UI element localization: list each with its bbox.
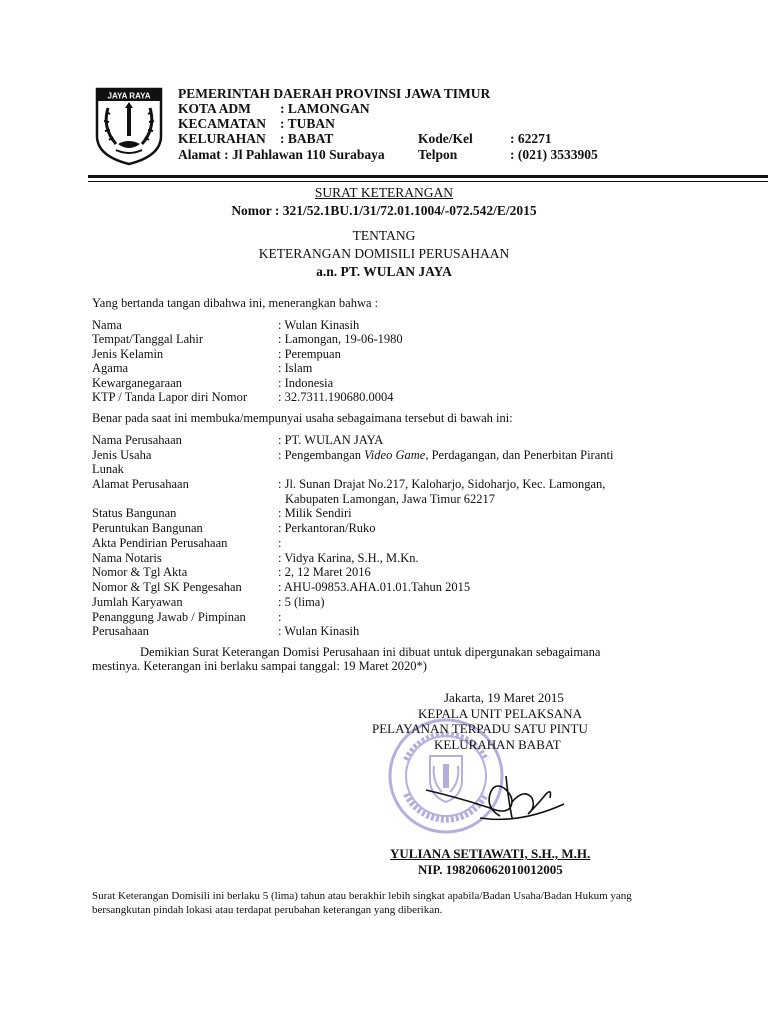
notary-label: Nama Notaris — [92, 551, 162, 565]
person-nationality-label: Kewarganegaraan — [92, 376, 182, 390]
address: Alamat : Jl Pahlawan 110 Surabaya — [178, 147, 385, 162]
svg-text:JAYA RAYA: JAYA RAYA — [107, 91, 151, 101]
subject-heading: KETERANGAN DOMISILI PERUSAHAAN — [258, 246, 510, 261]
business-type-italic: Video Game — [364, 448, 426, 462]
business-type-label: Jenis Usaha — [92, 448, 152, 462]
company-address-label: Alamat Perusahaan — [92, 477, 189, 491]
document-title: SURAT KETERANGAN — [314, 185, 454, 200]
person-religion-label: Agama — [92, 361, 129, 375]
person-nationality-value: : Indonesia — [278, 376, 334, 390]
company-name-value: : PT. WULAN JAYA — [278, 433, 384, 447]
kecamatan-value: : TUBAN — [280, 116, 335, 131]
deed-value: : — [278, 536, 282, 550]
kota-value: : LAMONGAN — [280, 101, 370, 116]
kota-label: KOTA ADM — [178, 101, 251, 116]
footnote-line-2: bersangkutan pindah lokasi atau terdapat perubahan keterangan yang diberikan. — [92, 904, 443, 916]
employees-value: : 5 (lima) — [278, 595, 325, 609]
telpon-value: : (021) 3533905 — [510, 147, 598, 162]
company-heading: a.n. PT. WULAN JAYA — [316, 264, 452, 279]
business-type-post: , Perdagangan, dan Penerbitan Piranti — [425, 448, 614, 462]
intro-text: Yang bertanda tangan dibahwa ini, menerangkan bahwa : — [92, 296, 379, 310]
signatory-name: YULIANA SETIAWATI, S.H., M.H. — [390, 846, 591, 861]
person-ktp-label: KTP / Tanda Lapor diri Nomor — [92, 390, 247, 404]
person-name-label: Nama — [92, 318, 122, 332]
person-birth-label: Tempat/Tanggal Lahir — [92, 332, 204, 346]
deed-number-value: : 2, 12 Maret 2016 — [278, 565, 371, 579]
telpon-label: Telpon — [418, 147, 458, 162]
person-gender-label: Jenis Kelamin — [92, 347, 164, 361]
header-divider-thick — [88, 175, 768, 178]
pj-value-2: : Wulan Kinasih — [278, 624, 360, 638]
signatory-role-3: KELURAHAN BABAT — [434, 737, 561, 752]
business-intro-text: Benar pada saat ini membuka/mempunyai usaha sebagaimana tersebut di bawah ini: — [92, 411, 513, 425]
kecamatan-label: KECAMATAN — [178, 116, 266, 131]
person-religion-value: : Islam — [278, 361, 313, 375]
sk-value: : AHU-09853.AHA.01.01.Tahun 2015 — [278, 580, 471, 594]
person-ktp-value: : 32.7311.190680.0004 — [278, 390, 394, 404]
pj-label-2: Perusahaan — [92, 624, 149, 638]
signature-place-date: Jakarta, 19 Maret 2015 — [444, 690, 564, 705]
document-number: Nomor : 321/52.1BU.1/31/72.01.1004/-072.542/E/2015 — [231, 203, 537, 218]
sk-label: Nomor & Tgl SK Pengesahan — [92, 580, 242, 594]
coat-of-arms-logo — [94, 86, 164, 166]
business-type-wrap: Lunak — [92, 462, 124, 476]
business-type-value — [278, 448, 613, 463]
person-birth-value: : Lamongan, 19-06-1980 — [278, 332, 403, 346]
building-status-value: : Milik Sendiri — [278, 506, 352, 520]
deed-label: Akta Pendirian Perusahaan — [92, 536, 228, 550]
pj-value-1: : — [278, 610, 282, 624]
person-name-value: : Wulan Kinasih — [278, 318, 360, 332]
kelurahan-label: KELURAHAN — [178, 131, 266, 146]
pj-label-1: Penanggung Jawab / Pimpinan — [92, 610, 246, 624]
handwritten-signature — [420, 768, 570, 828]
closing-line-2: mestinya. Keterangan ini berlaku sampai tanggal: 19 Maret 2020*) — [92, 659, 427, 673]
government-heading: PEMERINTAH DAERAH PROVINSI JAWA TIMUR — [178, 86, 491, 101]
signatory-role-2: PELAYANAN TERPADU SATU PINTU — [372, 721, 588, 736]
building-use-value: : Perkantoran/Ruko — [278, 521, 376, 535]
kelurahan-value: : BABAT — [280, 131, 334, 146]
company-address-value-2: Kabupaten Lamongan, Jawa Timur 62217 — [285, 492, 496, 506]
kodekel-value: : 62271 — [510, 131, 552, 146]
employees-label: Jumlah Karyawan — [92, 595, 183, 609]
business-type-pre: : Pengembangan — [278, 448, 365, 462]
company-name-label: Nama Perusahaan — [92, 433, 182, 447]
deed-number-label: Nomor & Tgl Akta — [92, 565, 188, 579]
header-divider-thin — [88, 181, 768, 182]
person-gender-value: : Perempuan — [278, 347, 341, 361]
building-status-label: Status Bangunan — [92, 506, 177, 520]
footnote-line-1: Surat Keterangan Domisili ini berlaku 5 (lima) tahun atau berakhir lebih singkat apabila/Badan Usaha/Badan Hukum yang — [92, 890, 632, 902]
notary-value: : Vidya Karina, S.H., M.Kn. — [278, 551, 419, 565]
signatory-nip: NIP. 198206062010012005 — [418, 862, 563, 877]
closing-line-1: Demikian Surat Keterangan Domisi Perusahaan ini dibuat untuk dipergunakan sebagaimana — [140, 645, 601, 659]
tentang-heading: TENTANG — [352, 228, 416, 243]
building-use-label: Peruntukan Bangunan — [92, 521, 203, 535]
company-address-value-1: : Jl. Sunan Drajat No.217, Kaloharjo, Sidoharjo, Kec. Lamongan, — [278, 477, 606, 491]
kodekel-label: Kode/Kel — [418, 131, 473, 146]
signatory-role-1: KEPALA UNIT PELAKSANA — [418, 706, 582, 721]
